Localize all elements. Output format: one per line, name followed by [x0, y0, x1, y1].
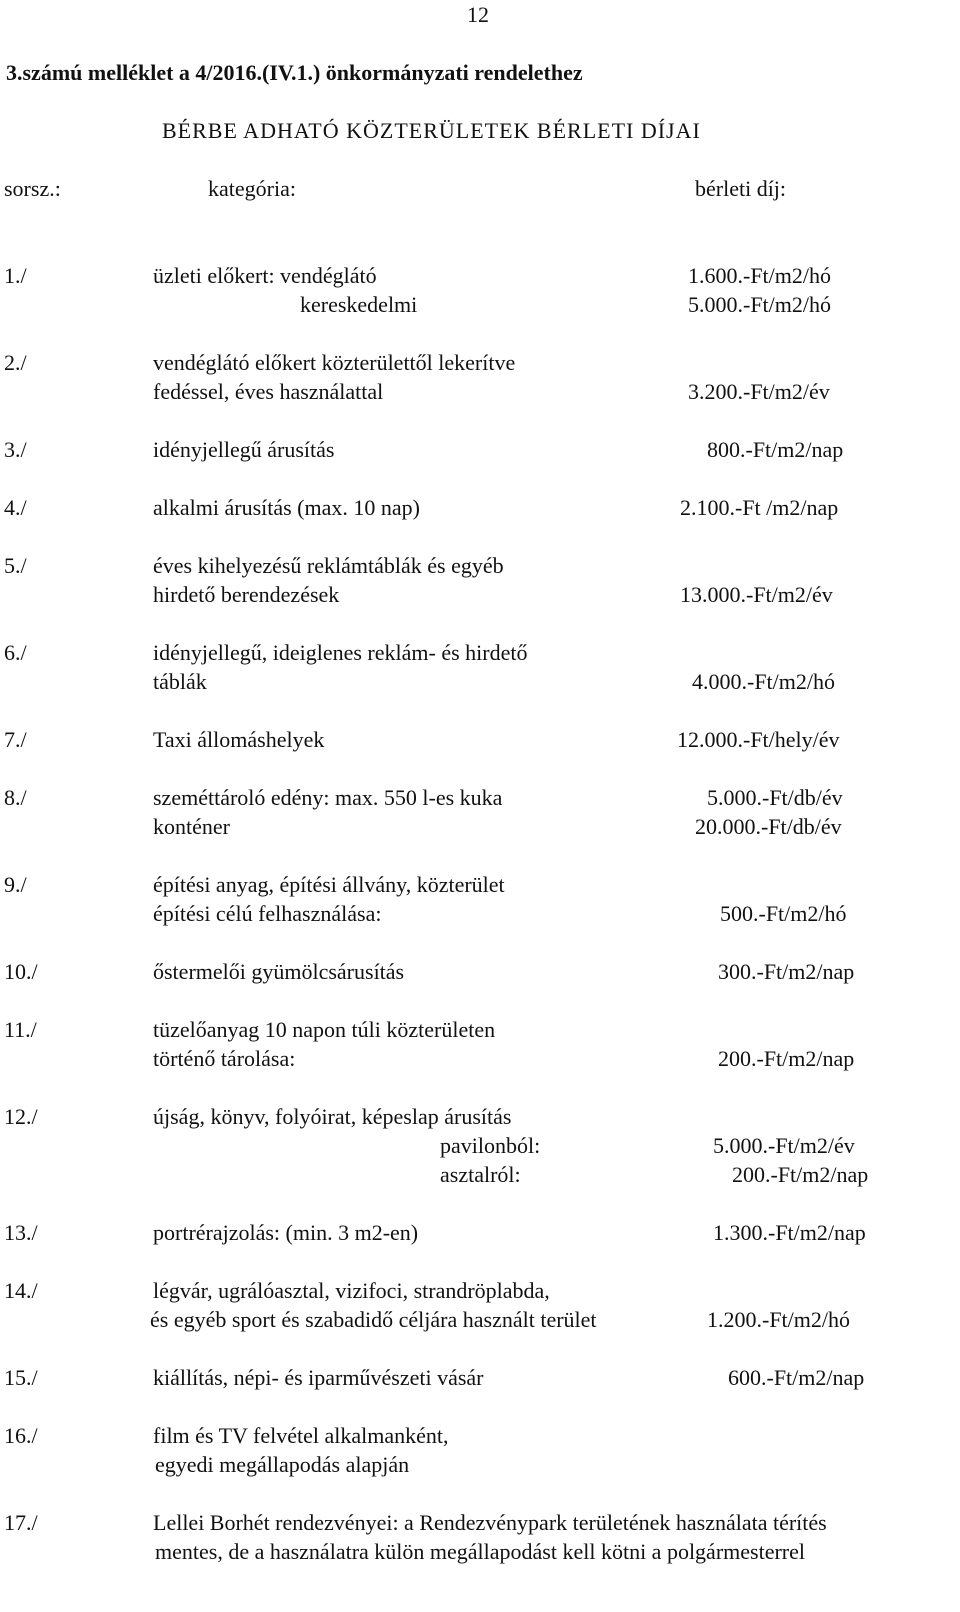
row-number: 4./ [4, 495, 27, 520]
row-category: őstermelői gyümölcsárusítás [153, 959, 405, 984]
row-category: újság, könyv, folyóirat, képeslap árusítás [153, 1104, 512, 1129]
row-category: éves kihelyezésű reklámtáblák és egyéb [153, 553, 504, 578]
row-category: film és TV felvétel alkalmanként, [153, 1423, 449, 1448]
row-fee: 600.-Ft/m2/nap [728, 1365, 865, 1390]
column-header-number: sorsz.: [4, 176, 61, 201]
annex-heading: 3.számú melléklet a 4/2016.(IV.1.) önkormányzati rendelethez [6, 60, 583, 85]
row-fee: 13.000.-Ft/m2/év [680, 582, 833, 607]
document-title: BÉRBE ADHATÓ KÖZTERÜLETEK BÉRLETI DÍJAI [162, 118, 701, 143]
row-number: 13./ [4, 1220, 38, 1245]
row-category: idényjellegű árusítás [153, 437, 335, 462]
row-number: 3./ [4, 437, 27, 462]
row-category: egyedi megállapodás alapján [155, 1452, 410, 1477]
row-category: idényjellegű, ideiglenes reklám- és hirdető [153, 640, 528, 665]
row-fee: 5.000.-Ft/m2/hó [688, 292, 832, 317]
row-number: 1./ [4, 263, 27, 288]
row-fee: 1.600.-Ft/m2/hó [688, 263, 832, 288]
row-category: és egyéb sport és szabadidő céljára használt terület [150, 1307, 597, 1332]
row-category: táblák [153, 669, 207, 694]
row-category: építési célú felhasználása: [153, 901, 382, 926]
page-number: 12 [467, 2, 489, 27]
row-fee: 12.000.-Ft/hely/év [677, 727, 840, 752]
row-fee: 20.000.-Ft/db/év [695, 814, 842, 839]
row-category: tüzelőanyag 10 napon túli közterületen [153, 1017, 496, 1042]
row-number: 5./ [4, 553, 27, 578]
row-number: 10./ [4, 959, 38, 984]
row-category-sub: asztalról: [440, 1162, 521, 1187]
row-category: konténer [153, 814, 230, 839]
row-category: üzleti előkert: vendéglátó [153, 263, 377, 288]
row-fee: 200.-Ft/m2/nap [718, 1046, 855, 1071]
row-number: 17./ [4, 1510, 38, 1535]
row-fee: 1.300.-Ft/m2/nap [713, 1220, 866, 1245]
row-category: fedéssel, éves használattal [153, 379, 384, 404]
row-category: vendéglátó előkert közterülettől lekerítve [153, 350, 516, 375]
row-fee: 1.200.-Ft/m2/hó [707, 1307, 851, 1332]
row-category: alkalmi árusítás (max. 10 nap) [153, 495, 420, 520]
row-number: 9./ [4, 872, 27, 897]
row-category-sub: kereskedelmi [300, 292, 418, 317]
row-number: 7./ [4, 727, 27, 752]
row-fee: 300.-Ft/m2/nap [718, 959, 855, 984]
row-category-sub: pavilonból: [440, 1133, 541, 1158]
column-header-fee: bérleti díj: [695, 176, 787, 201]
row-fee: 800.-Ft/m2/nap [707, 437, 844, 462]
row-number: 11./ [4, 1017, 37, 1042]
row-category: hirdető berendezések [153, 582, 340, 607]
row-category: légvár, ugrálóasztal, vizifoci, strandröplabda, [153, 1278, 550, 1303]
row-category: építési anyag, építési állvány, közterület [153, 872, 505, 897]
row-fee: 4.000.-Ft/m2/hó [692, 669, 836, 694]
row-number: 15./ [4, 1365, 38, 1390]
row-number: 14./ [4, 1278, 38, 1303]
row-category: kiállítás, népi- és iparművészeti vásár [153, 1365, 484, 1390]
row-category: történő tárolása: [153, 1046, 296, 1071]
row-fee: 5.000.-Ft/db/év [707, 785, 843, 810]
row-fee: 500.-Ft/m2/hó [720, 901, 847, 926]
row-fee: 3.200.-Ft/m2/év [688, 379, 830, 404]
row-category: Taxi állomáshelyek [153, 727, 325, 752]
row-category: szeméttároló edény: max. 550 l-es kuka [153, 785, 503, 810]
row-number: 8./ [4, 785, 27, 810]
row-fee: 2.100.-Ft /m2/nap [680, 495, 839, 520]
row-category: Lellei Borhét rendezvényei: a Rendezvénypark területének használata térítés [153, 1510, 827, 1535]
row-number: 12./ [4, 1104, 38, 1129]
row-number: 16./ [4, 1423, 38, 1448]
row-number: 2./ [4, 350, 27, 375]
row-fee: 200.-Ft/m2/nap [732, 1162, 869, 1187]
row-category: portrérajzolás: (min. 3 m2-en) [153, 1220, 419, 1245]
row-category: mentes, de a használatra külön megállapodást kell kötni a polgármesterrel [155, 1539, 805, 1564]
column-header-category: kategória: [208, 176, 296, 201]
row-fee: 5.000.-Ft/m2/év [713, 1133, 855, 1158]
row-number: 6./ [4, 640, 27, 665]
